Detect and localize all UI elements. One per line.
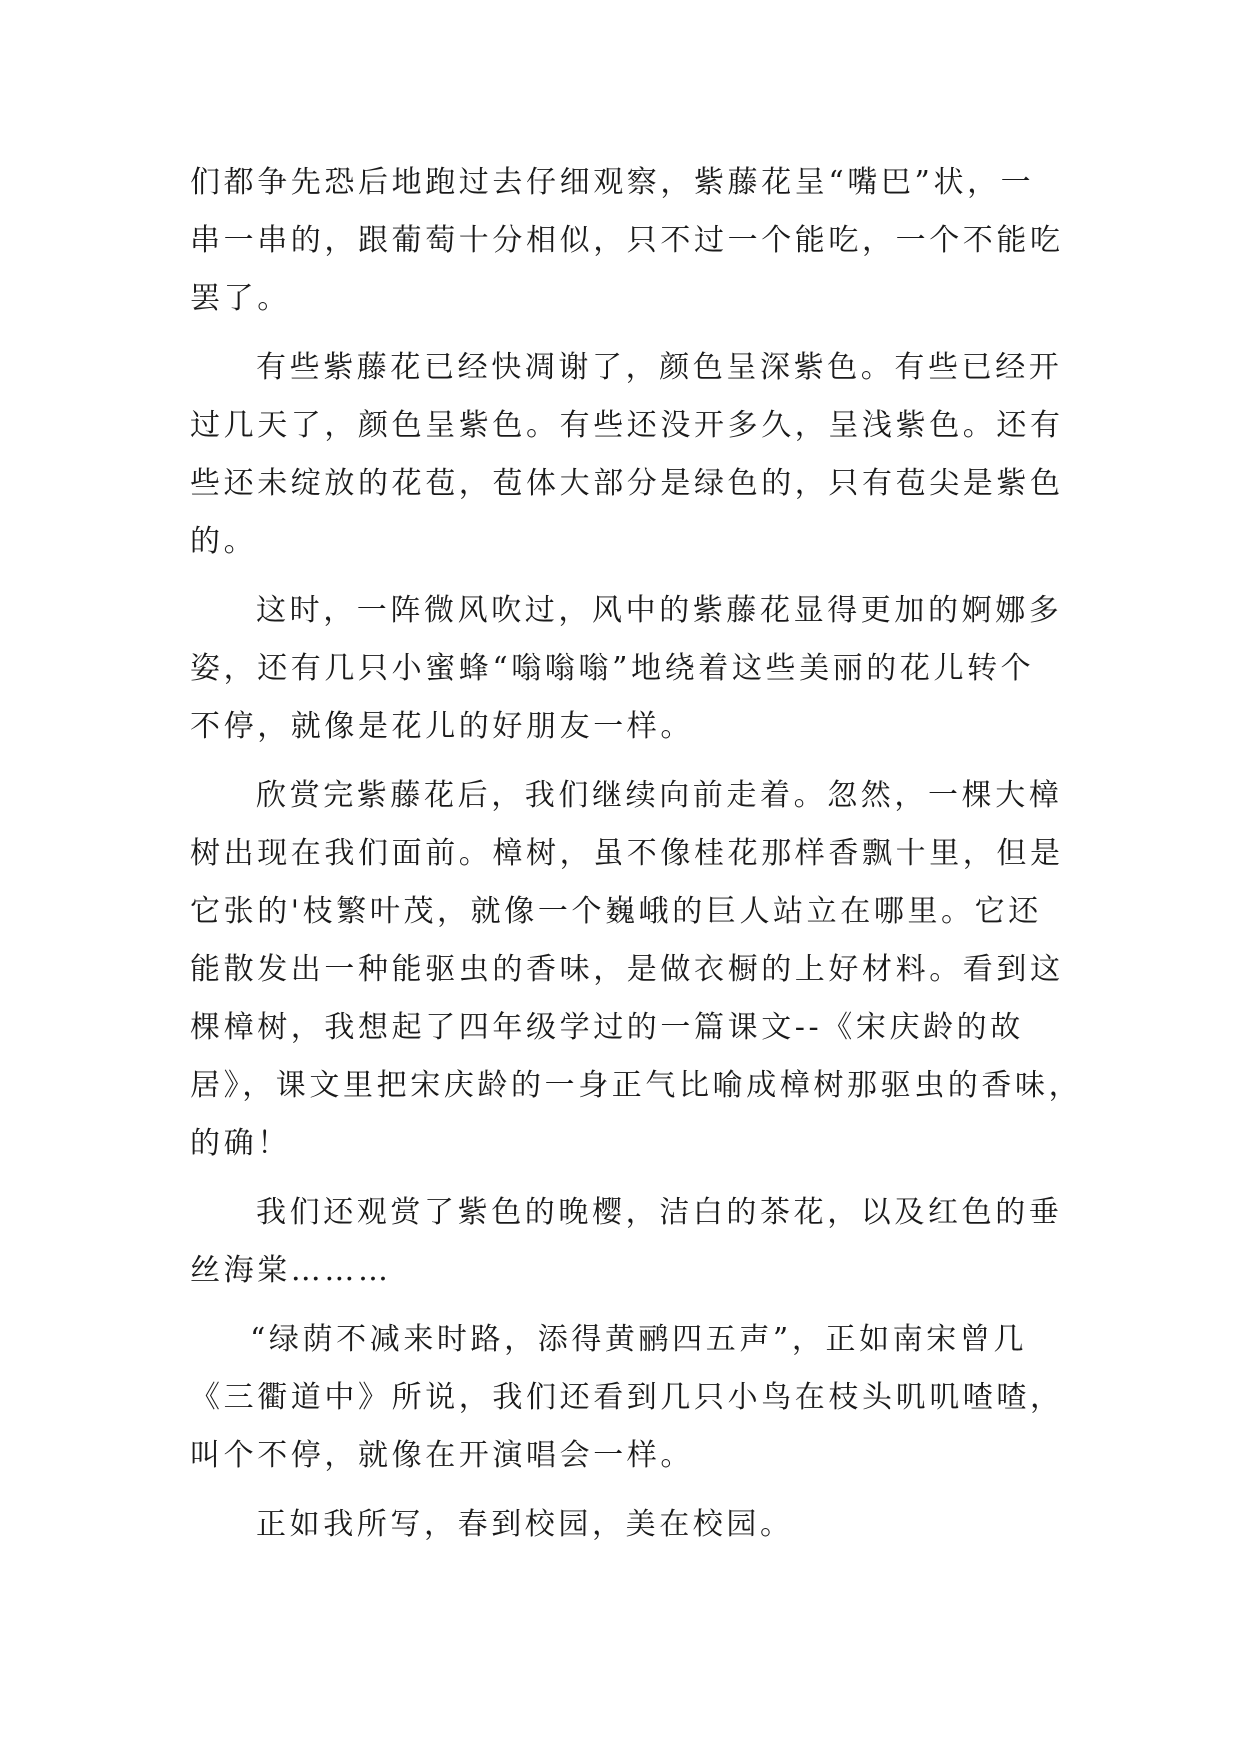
text-line: 叫个不停，就像在开演唱会一样。 bbox=[190, 1438, 694, 1473]
paragraph-2 bbox=[190, 339, 1064, 571]
text-line: “绿荫不减来时路，添得黄鹂四五声”，正如南宋曾几 bbox=[250, 1322, 1028, 1357]
paragraph-1 bbox=[190, 154, 1064, 328]
text-line: 它张的'枝繁叶茂，就像一个巍峨的巨人站立在哪里。它还 bbox=[190, 894, 1042, 929]
text-line: 姿，还有几只小蜜蜂“嗡嗡嗡”地绕着这些美丽的花儿转个 bbox=[190, 651, 1035, 686]
text-line: 串一串的，跟葡萄十分相似，只不过一个能吃，一个不能吃 bbox=[190, 223, 1064, 258]
text-line: 能散发出一种能驱虫的香味，是做衣橱的上好材料。看到这 bbox=[190, 952, 1064, 987]
document-body bbox=[190, 154, 1083, 1554]
text-line: 棵樟树，我想起了四年级学过的一篇课文--《宋庆龄的故 bbox=[190, 1010, 1024, 1045]
paragraph-gap bbox=[190, 756, 1052, 767]
text-line: 的。 bbox=[190, 524, 258, 559]
paragraph-gap bbox=[190, 1300, 1052, 1311]
text-line: 过几天了，颜色呈紫色。有些还没开多久，呈浅紫色。还有 bbox=[190, 408, 1064, 443]
text-line: 罢了。 bbox=[190, 281, 291, 316]
paragraph-6 bbox=[190, 1311, 1064, 1485]
text-line: 丝海棠……… bbox=[190, 1253, 392, 1288]
paragraph-gap bbox=[190, 1485, 1052, 1496]
paragraph-gap bbox=[190, 1173, 1052, 1184]
text-line: 的确！ bbox=[190, 1126, 291, 1161]
paragraph-5 bbox=[190, 1184, 1063, 1300]
text-line: 欣赏完紫藤花后，我们继续向前走着。忽然，一棵大樟 bbox=[256, 778, 1063, 813]
paragraph-gap bbox=[190, 571, 1052, 582]
text-line: 树出现在我们面前。樟树，虽不像桂花那样香飘十里，但是 bbox=[190, 836, 1064, 871]
text-line: 不停，就像是花儿的好朋友一样。 bbox=[190, 709, 694, 744]
text-line: 居》，课文里把宋庆龄的一身正气比喻成樟树那驱虫的香味， bbox=[190, 1068, 1083, 1103]
text-line: 们都争先恐后地跑过去仔细观察，紫藤花呈“嘴巴”状，一 bbox=[190, 165, 1035, 200]
text-line: 有些紫藤花已经快凋谢了，颜色呈深紫色。有些已经开 bbox=[256, 350, 1063, 385]
text-line: 我们还观赏了紫色的晚樱，洁白的茶花，以及红色的垂 bbox=[256, 1195, 1063, 1230]
text-line: 些还未绽放的花苞，苞体大部分是绿色的，只有苞尖是紫色 bbox=[190, 466, 1064, 501]
text-line: 这时，一阵微风吹过，风中的紫藤花显得更加的婀娜多 bbox=[256, 593, 1063, 628]
text-line: 正如我所写，春到校园，美在校园。 bbox=[256, 1507, 794, 1542]
paragraph-3 bbox=[190, 582, 1063, 756]
text-line: 《三衢道中》所说，我们还看到几只小鸟在枝头叽叽喳喳， bbox=[190, 1380, 1064, 1415]
paragraph-4 bbox=[190, 767, 1083, 1173]
paragraph-7 bbox=[190, 1496, 1052, 1554]
paragraph-gap bbox=[190, 328, 1052, 339]
